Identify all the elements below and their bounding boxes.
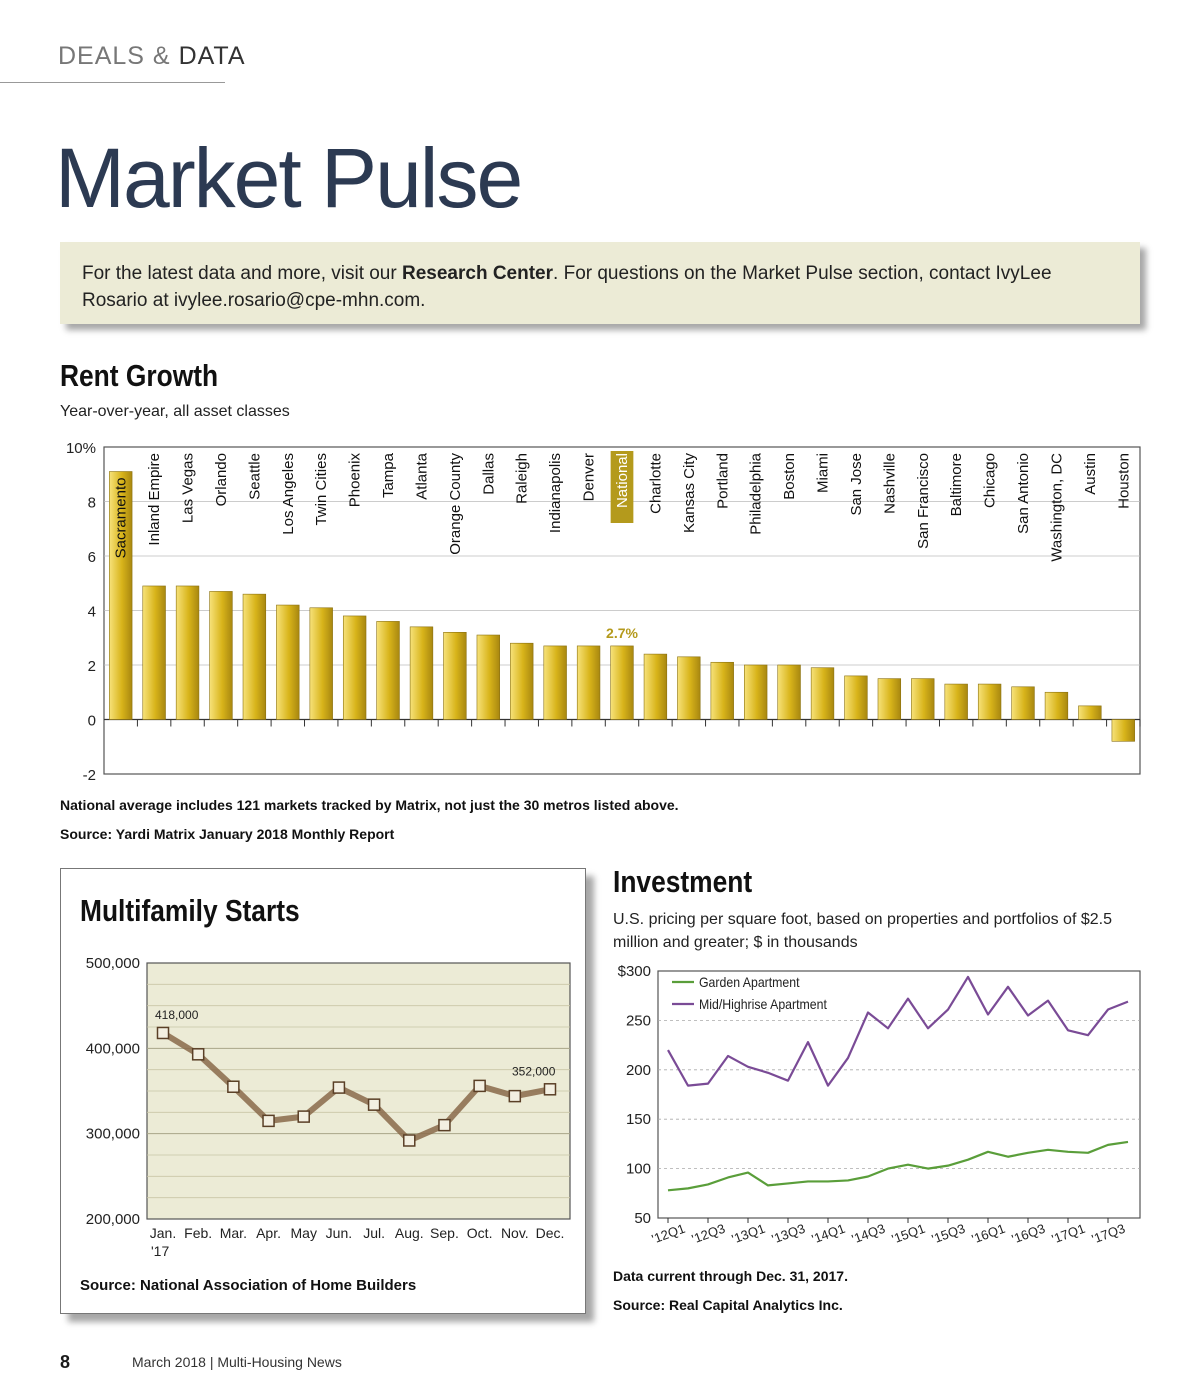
starts-point xyxy=(509,1091,520,1102)
rent-y-tick-label: 0 xyxy=(87,712,96,730)
invest-legend-label: Garden Apartment xyxy=(699,974,800,991)
rent-bar xyxy=(210,591,233,719)
rent-y-tick-label: 6 xyxy=(87,549,96,566)
starts-point xyxy=(474,1080,485,1091)
starts-y-tick-label: 300,000 xyxy=(85,1125,140,1143)
investment-chart xyxy=(600,960,1150,1260)
rent-bar xyxy=(544,646,567,720)
rent-bar xyxy=(911,679,934,720)
starts-point xyxy=(545,1084,556,1095)
rent-category-label: Los Angeles xyxy=(279,453,297,535)
rent-y-tick-label: 2 xyxy=(87,658,96,675)
rent-growth-note: National average includes 121 markets tracked by Matrix, not just the 30 metros listed above. xyxy=(60,797,679,813)
starts-x-tick-label: Oct. xyxy=(466,1225,493,1241)
invest-x-tick-label: '15Q1 xyxy=(889,1220,928,1247)
rent-growth-title: Rent Growth xyxy=(60,358,219,393)
info-text-2: . For questions on the Market Pulse section, contact IvyLee Rosario at ivylee.rosario@cpe-mhn.com. xyxy=(82,263,1052,311)
starts-point xyxy=(298,1111,309,1122)
multifamily-starts-source: Source: National Association of Home Builders xyxy=(80,1277,417,1294)
invest-y-tick-label: 250 xyxy=(625,1012,651,1030)
invest-y-tick-label: 50 xyxy=(634,1210,651,1227)
invest-x-tick-label: '17Q3 xyxy=(1089,1220,1128,1247)
research-center-link[interactable]: Research Center xyxy=(402,263,554,284)
info-text-1: For the latest data and more, visit our xyxy=(82,263,402,284)
starts-point xyxy=(439,1120,450,1131)
starts-x-tick-label: Sep. xyxy=(430,1225,459,1241)
investment-title: Investment xyxy=(613,864,753,899)
starts-x-tick-label: Mar. xyxy=(219,1225,247,1241)
rent-category-label: Boston xyxy=(781,453,799,500)
invest-y-tick-label: $300 xyxy=(617,963,651,980)
rent-bar xyxy=(878,679,901,720)
starts-x-tick-label: Dec. xyxy=(535,1225,565,1241)
invest-x-tick-label: '13Q3 xyxy=(769,1220,808,1247)
rent-bar xyxy=(677,657,700,720)
starts-annotation: 352,000 xyxy=(512,1064,556,1079)
starts-x-tick-label: Jun. xyxy=(325,1225,353,1241)
info-box xyxy=(60,242,1140,324)
starts-x-tick-label: Nov. xyxy=(500,1225,529,1241)
rent-category-label: Houston xyxy=(1115,453,1133,509)
rent-bar xyxy=(845,676,868,720)
rent-bar xyxy=(377,621,400,719)
invest-x-tick-label: '12Q3 xyxy=(689,1220,728,1247)
rent-category-label: Tampa xyxy=(380,453,398,499)
rent-category-label: Inland Empire xyxy=(146,453,164,546)
invest-y-tick-label: 200 xyxy=(625,1061,651,1079)
rent-category-label: Philadelphia xyxy=(747,453,765,535)
rent-bar xyxy=(1079,706,1102,720)
rent-bar xyxy=(243,594,266,719)
rent-category-label: Orlando xyxy=(212,453,230,507)
invest-x-tick-label: '13Q1 xyxy=(729,1220,768,1247)
invest-x-tick-label: '15Q3 xyxy=(929,1220,968,1247)
rent-category-label: Nashville xyxy=(881,453,899,514)
invest-x-tick-label: '14Q3 xyxy=(849,1220,888,1247)
rent-bar xyxy=(1012,687,1035,720)
starts-x-tick-label: May xyxy=(290,1225,317,1241)
rent-bar xyxy=(811,668,834,720)
rent-category-label: Chicago xyxy=(981,453,999,509)
starts-x-year-label: '17 xyxy=(151,1243,170,1259)
footer-text: March 2018 | Multi-Housing News xyxy=(132,1354,342,1370)
section-label-deals: DEALS & xyxy=(58,42,171,70)
rent-bar xyxy=(176,586,199,720)
rent-category-label: Sacramento xyxy=(112,477,130,559)
invest-x-tick-label: '17Q1 xyxy=(1049,1220,1088,1247)
rent-category-label: Orange County xyxy=(446,452,464,555)
rent-growth-subtitle: Year-over-year, all asset classes xyxy=(60,403,290,420)
rent-bar xyxy=(143,586,166,720)
starts-point xyxy=(333,1082,344,1093)
invest-y-tick-label: 100 xyxy=(625,1160,651,1178)
starts-y-tick-label: 400,000 xyxy=(85,1040,140,1058)
section-label-data: DATA xyxy=(178,42,246,70)
rent-category-label: Twin Cities xyxy=(313,453,331,526)
rent-y-tick-label: 4 xyxy=(87,603,96,621)
rent-category-label: San Antonio xyxy=(1015,452,1033,534)
starts-x-tick-label: Jan. xyxy=(149,1225,177,1241)
rent-category-label: Portland xyxy=(714,453,732,509)
starts-point xyxy=(404,1135,415,1146)
rent-bar xyxy=(410,627,433,720)
invest-x-tick-label: '14Q1 xyxy=(809,1220,848,1247)
rent-category-label: Austin xyxy=(1081,453,1099,495)
section-rule xyxy=(0,82,225,83)
investment-subtitle-line2: million and greater; $ in thousands xyxy=(613,934,858,951)
starts-y-tick-label: 500,000 xyxy=(85,955,140,972)
multifamily-starts-chart xyxy=(62,945,582,1265)
rent-category-label: Phoenix xyxy=(346,453,364,508)
rent-category-label: Seattle xyxy=(246,453,264,500)
rent-bar xyxy=(577,646,600,720)
invest-x-tick-label: '12Q1 xyxy=(649,1220,688,1247)
invest-legend-label: Mid/Highrise Apartment xyxy=(699,996,827,1013)
rent-bar xyxy=(1045,692,1068,719)
rent-bar xyxy=(978,684,1001,719)
rent-y-tick-label: -2 xyxy=(82,767,96,784)
rent-category-label: Dallas xyxy=(480,453,498,495)
starts-x-tick-label: Aug. xyxy=(394,1225,424,1241)
rent-category-label: San Francisco xyxy=(914,453,932,549)
rent-category-label: Atlanta xyxy=(413,453,431,500)
starts-y-tick-label: 200,000 xyxy=(85,1211,140,1228)
starts-annotation: 418,000 xyxy=(155,1007,199,1022)
invest-x-tick-label: '16Q1 xyxy=(969,1220,1008,1247)
page-title: Market Pulse xyxy=(55,131,522,225)
starts-point xyxy=(193,1049,204,1060)
starts-point xyxy=(369,1099,380,1110)
rent-y-tick-label: 10% xyxy=(65,440,96,457)
starts-x-tick-label: Apr. xyxy=(256,1225,281,1241)
rent-bar xyxy=(510,643,533,719)
rent-category-label: Charlotte xyxy=(647,453,665,514)
rent-bar xyxy=(444,632,467,719)
rent-category-label: Las Vegas xyxy=(179,453,197,524)
rent-bar xyxy=(477,635,500,719)
rent-bar xyxy=(711,662,734,719)
rent-category-label: San Jose xyxy=(847,453,865,516)
rent-category-label: Indianapolis xyxy=(547,453,565,534)
rent-growth-source: Source: Yardi Matrix January 2018 Monthly Report xyxy=(60,826,395,842)
starts-point xyxy=(158,1027,169,1038)
rent-bar xyxy=(744,665,767,720)
multifamily-starts-title: Multifamily Starts xyxy=(80,893,300,928)
national-value-label: 2.7% xyxy=(606,624,638,641)
rent-category-label: Denver xyxy=(580,453,598,502)
rent-category-label: Raleigh xyxy=(513,453,531,504)
section-label xyxy=(58,42,246,71)
rent-category-label: Miami xyxy=(814,453,832,493)
rent-bar xyxy=(945,684,968,719)
invest-x-tick-label: '16Q3 xyxy=(1009,1220,1048,1247)
rent-bar xyxy=(343,616,366,720)
starts-x-tick-label: Jul. xyxy=(363,1225,385,1241)
rent-bar xyxy=(778,665,801,720)
invest-y-tick-label: 150 xyxy=(625,1111,651,1129)
rent-category-label: Baltimore xyxy=(948,453,966,517)
rent-category-label: Washington, DC xyxy=(1048,453,1066,562)
rent-bar xyxy=(644,654,667,719)
investment-subtitle-line1: U.S. pricing per square foot, based on properties and portfolios of $2.5 xyxy=(613,911,1112,928)
investment-source: Source: Real Capital Analytics Inc. xyxy=(613,1297,843,1313)
rent-growth-chart xyxy=(40,436,1150,786)
rent-category-label: National xyxy=(614,453,631,509)
investment-note: Data current through Dec. 31, 2017. xyxy=(613,1268,848,1284)
starts-point xyxy=(228,1081,239,1092)
page-number: 8 xyxy=(60,1352,71,1372)
starts-point xyxy=(263,1115,274,1126)
starts-x-tick-label: Feb. xyxy=(184,1225,213,1241)
rent-bar xyxy=(611,646,634,720)
rent-bar xyxy=(1112,720,1135,742)
rent-category-label: Kansas City xyxy=(680,453,698,534)
rent-y-tick-label: 8 xyxy=(87,494,96,512)
investment-subtitle xyxy=(613,908,1112,954)
rent-bar xyxy=(276,605,299,719)
rent-bar xyxy=(310,608,333,720)
